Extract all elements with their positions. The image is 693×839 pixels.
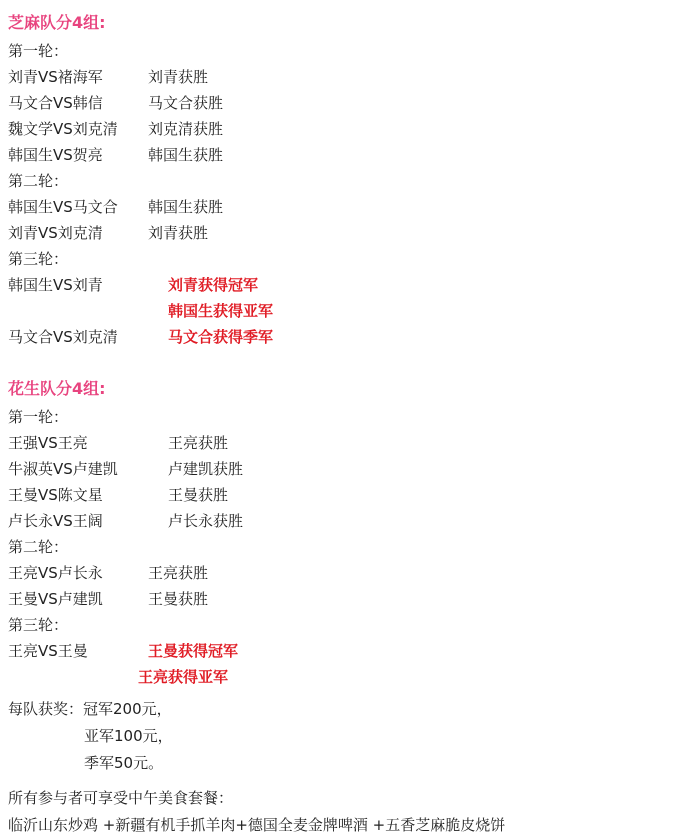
match-row (8, 560, 693, 586)
footer-block (8, 785, 693, 839)
match-result-runnerup: 王亮获得亚军 (138, 668, 229, 686)
match-participants: 王强VS王亮 (8, 434, 88, 452)
section-spacer (8, 350, 693, 376)
prize-row-first (8, 696, 693, 723)
match-participants: 韩国生VS马文合 (8, 198, 118, 216)
match-result: 刘青获胜 (148, 224, 209, 242)
match-row (8, 64, 693, 90)
match-result: 刘克清获胜 (148, 120, 224, 138)
match-result-runnerup: 韩国生获得亚军 (168, 302, 274, 320)
footer-line-2: 临沂山东炒鸡 +新疆有机手抓羊肉+德国全麦金牌啤酒 +五香芝麻脆皮烧饼 (8, 816, 506, 834)
prize-third-value: 季军50元。 (84, 754, 164, 772)
group-title: 芝麻队分4组: (8, 13, 106, 32)
prize-row-second (8, 723, 693, 750)
match-row (8, 116, 693, 142)
match-row (8, 194, 693, 220)
round-label: 第二轮： (8, 538, 69, 556)
match-row (8, 142, 693, 168)
match-result: 王亮获胜 (168, 434, 229, 452)
match-row (8, 456, 693, 482)
match-row (8, 586, 693, 612)
match-participants: 魏文学VS刘克清 (8, 120, 118, 138)
round-label: 第二轮： (8, 172, 69, 190)
prize-first-value: 冠军200元， (83, 700, 172, 718)
match-row (8, 508, 693, 534)
match-row (8, 220, 693, 246)
match-participants: 韩国生VS刘青 (8, 276, 103, 294)
match-result-champion: 刘青获得冠军 (168, 276, 259, 294)
match-row (8, 482, 693, 508)
match-result: 韩国生获胜 (148, 146, 224, 164)
prize-second-value: 亚军100元， (84, 727, 173, 745)
match-participants: 马文合VS韩信 (8, 94, 103, 112)
prize-lead-label: 每队获奖： (8, 700, 84, 718)
round-label: 第三轮： (8, 616, 69, 634)
match-result: 王曼获胜 (148, 590, 209, 608)
match-participants: 刘青VS褚海军 (8, 68, 103, 86)
match-result: 王亮获胜 (148, 564, 209, 582)
match-row (8, 90, 693, 116)
match-row (8, 430, 693, 456)
match-result: 韩国生获胜 (148, 198, 224, 216)
match-participants: 王曼VS卢建凯 (8, 590, 103, 608)
match-row (8, 272, 693, 298)
match-participants: 王亮VS卢长永 (8, 564, 103, 582)
match-row (8, 324, 693, 350)
match-participants: 卢长永VS王阔 (8, 512, 103, 530)
footer-line-1: 所有参与者可享受中午美食套餐： (8, 789, 234, 807)
match-result: 王曼获胜 (168, 486, 229, 504)
match-participants: 牛淑英VS卢建凯 (8, 460, 118, 478)
match-participants: 王曼VS陈文星 (8, 486, 103, 504)
match-participants: 韩国生VS贺亮 (8, 146, 103, 164)
match-row (8, 638, 693, 664)
round-label: 第一轮： (8, 408, 69, 426)
match-result-champion: 王曼获得冠军 (148, 642, 239, 660)
match-result-third: 马文合获得季军 (168, 328, 274, 346)
match-result: 卢长永获胜 (168, 512, 244, 530)
match-participants: 马文合VS刘克清 (8, 328, 118, 346)
match-result: 刘青获胜 (148, 68, 209, 86)
round-label: 第一轮： (8, 42, 69, 60)
match-participants: 刘青VS刘克清 (8, 224, 103, 242)
match-participants: 王亮VS王曼 (8, 642, 88, 660)
prize-row-third (8, 750, 693, 777)
group-title: 花生队分4组: (8, 379, 106, 398)
group-block-peanut (8, 376, 693, 690)
group-block-sesame (8, 10, 693, 350)
match-result: 卢建凯获胜 (168, 460, 244, 478)
prize-block (8, 696, 693, 777)
match-result: 马文合获胜 (148, 94, 224, 112)
round-label: 第三轮： (8, 250, 69, 268)
